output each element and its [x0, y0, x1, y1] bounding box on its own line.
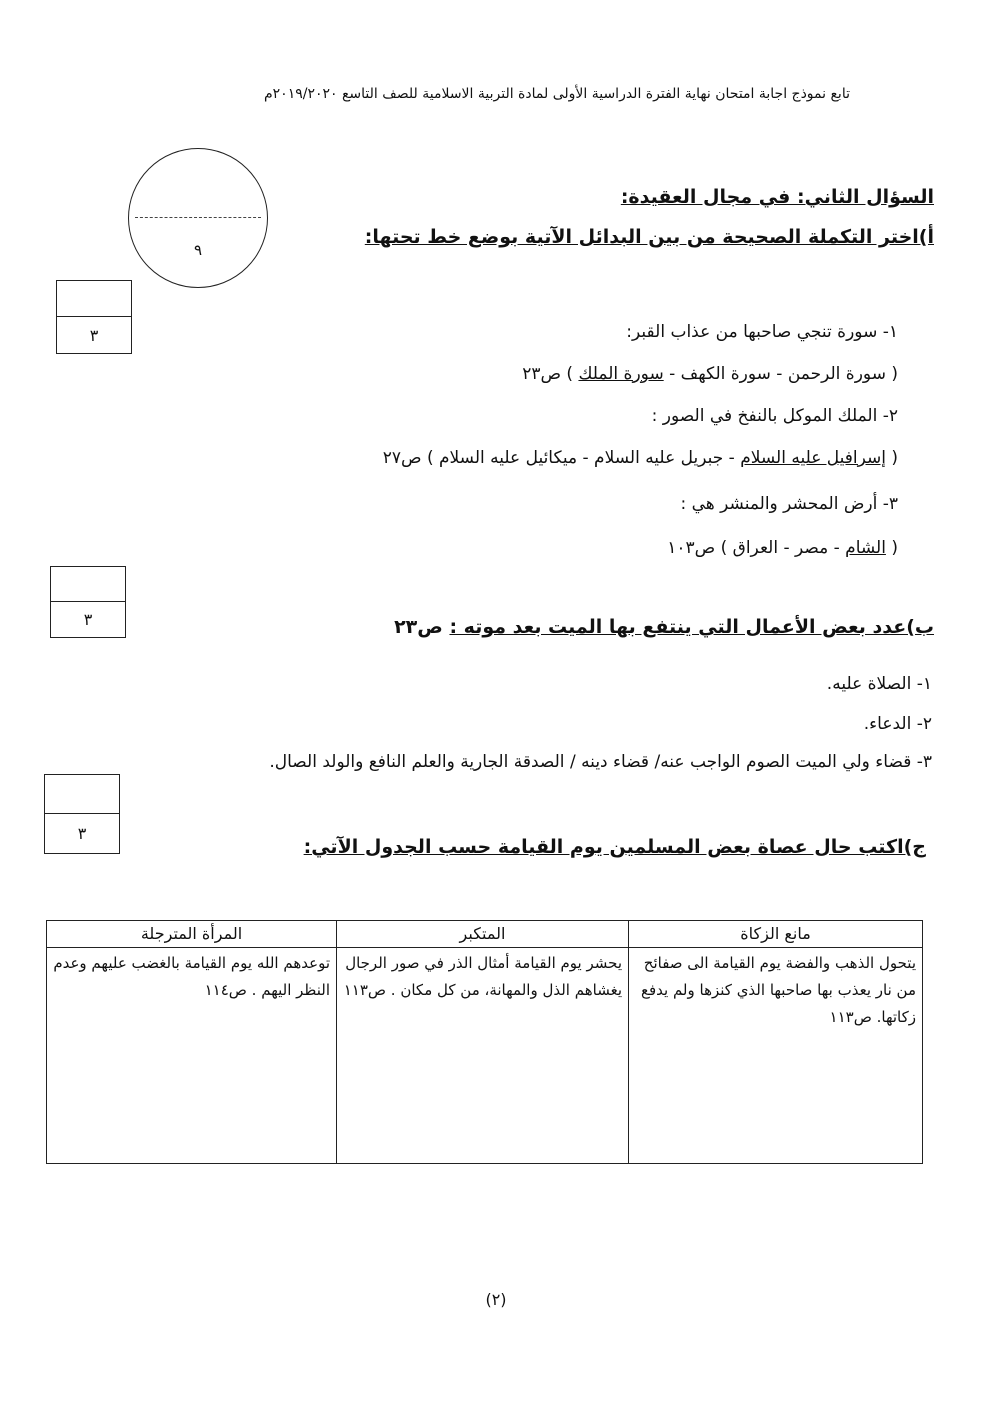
part-a-score: ٣ [89, 325, 99, 345]
option-text: ) ص٢٣ [522, 364, 579, 384]
page-number: (٢) [485, 1290, 507, 1309]
part-b-item-1: ١- الصلاة عليه. [826, 674, 932, 694]
table-row [47, 948, 923, 1164]
table-header-row [47, 921, 923, 948]
part-a-q2-options [383, 448, 898, 468]
part-a-q1: ١- سورة تنجي صاحبها من عذاب القبر: [626, 322, 898, 342]
part-b-page-ref: ص٢٣ [394, 616, 450, 638]
table-cell: يتحول الذهب والفضة يوم القيامة الى صفائح من نار يعذب بها صاحبها الذي كنزها ولم يدفع زكاتها. ص١١٣ [629, 948, 923, 1164]
part-b-item-3: ٣- قضاء ولي الميت الصوم الواجب عنه/ قضاء دينه / الصدقة الجارية والعلم النافع والولد الصال. [269, 752, 932, 772]
table-header: المرأة المترجلة [47, 921, 337, 948]
part-a-q2: ٢- الملك الموكل بالنفخ في الصور : [651, 406, 898, 426]
part-a-score-box [56, 280, 132, 354]
table-header: المتكبر [337, 921, 629, 948]
part-b-score-box [50, 566, 126, 638]
part-c-score: ٣ [77, 824, 87, 843]
option-text: ( سورة الرحمن - سورة الكهف - [663, 364, 898, 384]
part-b-item-2: ٢- الدعاء. [863, 714, 932, 734]
correct-option: إسرافيل عليه السلام [740, 448, 886, 468]
page-header: تابع نموذج اجابة امتحان نهاية الفترة الدراسية الأولى لمادة التربية الاسلامية للصف التاسع ٢٠١٩/٢٠٢٠م [263, 86, 850, 102]
option-text: - جبريل عليه السلام - ميكائيل عليه السلام ) ص٢٧ [382, 448, 741, 468]
total-score: ٩ [193, 241, 203, 259]
part-a-title: أ)اختر التكملة الصحيحة من بين البدائل الآتية بوضع خط تحتها: [364, 226, 934, 248]
correct-option: سورة الملك [578, 364, 664, 384]
option-text: ( [885, 448, 898, 468]
total-score-circle [128, 148, 268, 288]
section-title: السؤال الثاني: في مجال العقيدة: [620, 186, 934, 208]
part-a-q3-options [667, 538, 898, 558]
circle-divider [135, 217, 261, 218]
part-c-title: ج)اكتب حال عصاة بعض المسلمين يوم القيامة حسب الجدول الآتي: [303, 836, 926, 858]
table-cell: يحشر يوم القيامة أمثال الذر في صور الرجال يغشاهم الذل والمهانة، من كل مكان . ص١١٣ [337, 948, 629, 1164]
part-b-score: ٣ [83, 610, 93, 629]
part-a-q3: ٣- أرض المحشر والمنشر هي : [680, 494, 898, 514]
table-header: مانع الزكاة [629, 921, 923, 948]
part-b-title-text: ب)عدد بعض الأعمال التي ينتفع بها الميت بعد موته : [449, 616, 934, 638]
table-cell: توعدهم الله يوم القيامة بالغضب عليهم وعدم النظر اليهم . ص١١٤ [47, 948, 337, 1164]
sinners-table [46, 920, 923, 1164]
part-b-title [394, 616, 934, 638]
part-a-q1-options [522, 364, 898, 384]
option-text: - مصر - العراق ) ص١٠٣ [667, 538, 846, 558]
correct-option: الشام [845, 538, 886, 558]
option-text: ( [885, 538, 898, 558]
part-c-score-box [44, 774, 120, 854]
